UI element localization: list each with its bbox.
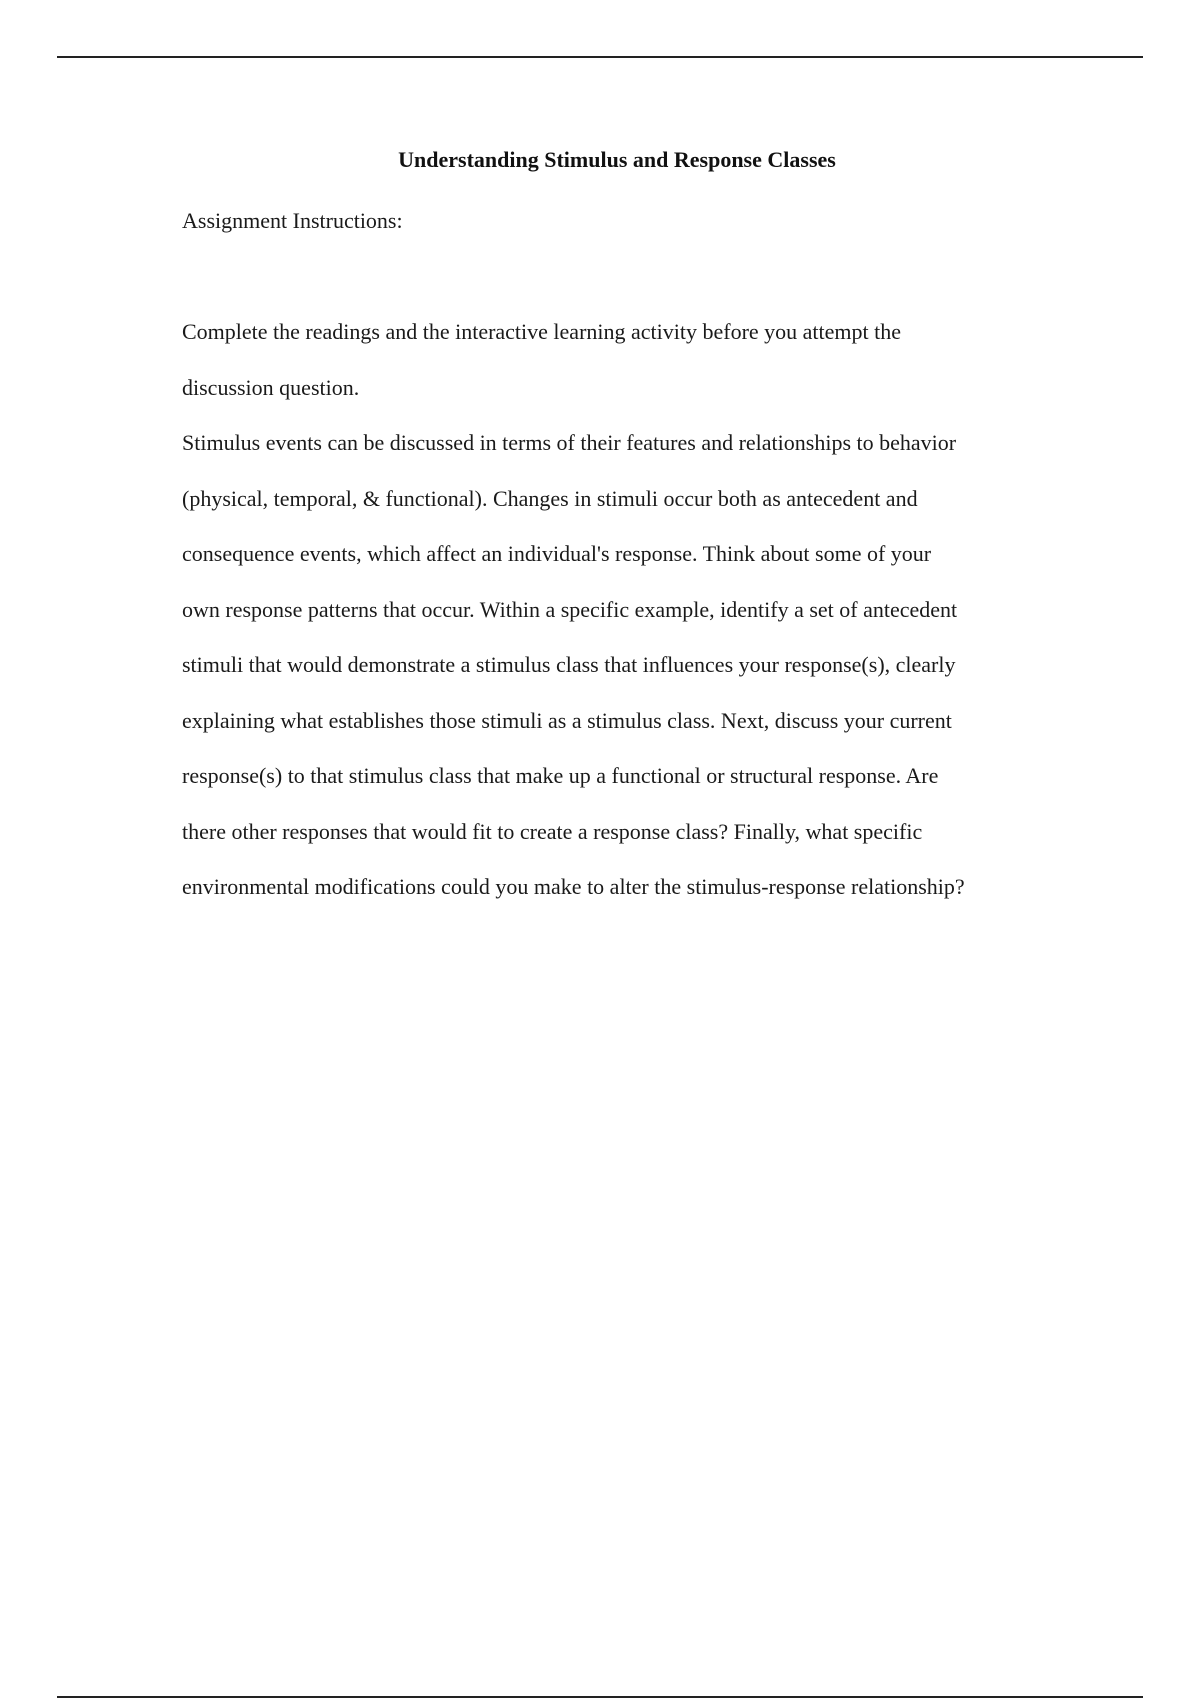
paragraph-line: discussion question. — [182, 374, 360, 400]
paragraph-line: environmental modifications could you make to alter the stimulus-response relationship? — [182, 874, 965, 899]
paragraph-line: consequence events, which affect an individual's response. Think about some of your — [182, 541, 932, 566]
document-title: Understanding Stimulus and Response Classes — [398, 147, 836, 172]
paragraph-line: (physical, temporal, & functional). Changes in stimuli occur both as antecedent and — [182, 485, 918, 511]
paragraph-line: there other responses that would fit to create a response class? Finally, what specific — [182, 818, 923, 844]
assignment-instructions-label: Assignment Instructions: — [182, 208, 403, 233]
paragraph-line: stimuli that would demonstrate a stimulus class that influences your response(s), clearly — [182, 652, 956, 677]
document-body — [182, 140, 1062, 915]
paragraph-line: own response patterns that occur. Within a specific example, identify a set of antecedent — [182, 596, 958, 622]
paragraph-line: response(s) to that stimulus class that make up a functional or structural response. Are — [182, 763, 939, 788]
footer-rule — [57, 1696, 1143, 1698]
instructions-paragraph-2 — [182, 415, 1062, 915]
paragraph-line: Complete the readings and the interactive learning activity before you attempt the — [182, 319, 902, 344]
instructions-paragraph-1 — [182, 304, 1062, 415]
header-rule — [57, 56, 1143, 58]
paragraph-line: Stimulus events can be discussed in terms of their features and relationships to behavior — [182, 430, 957, 455]
paragraph-line: explaining what establishes those stimuli as a stimulus class. Next, discuss your current — [182, 707, 952, 733]
